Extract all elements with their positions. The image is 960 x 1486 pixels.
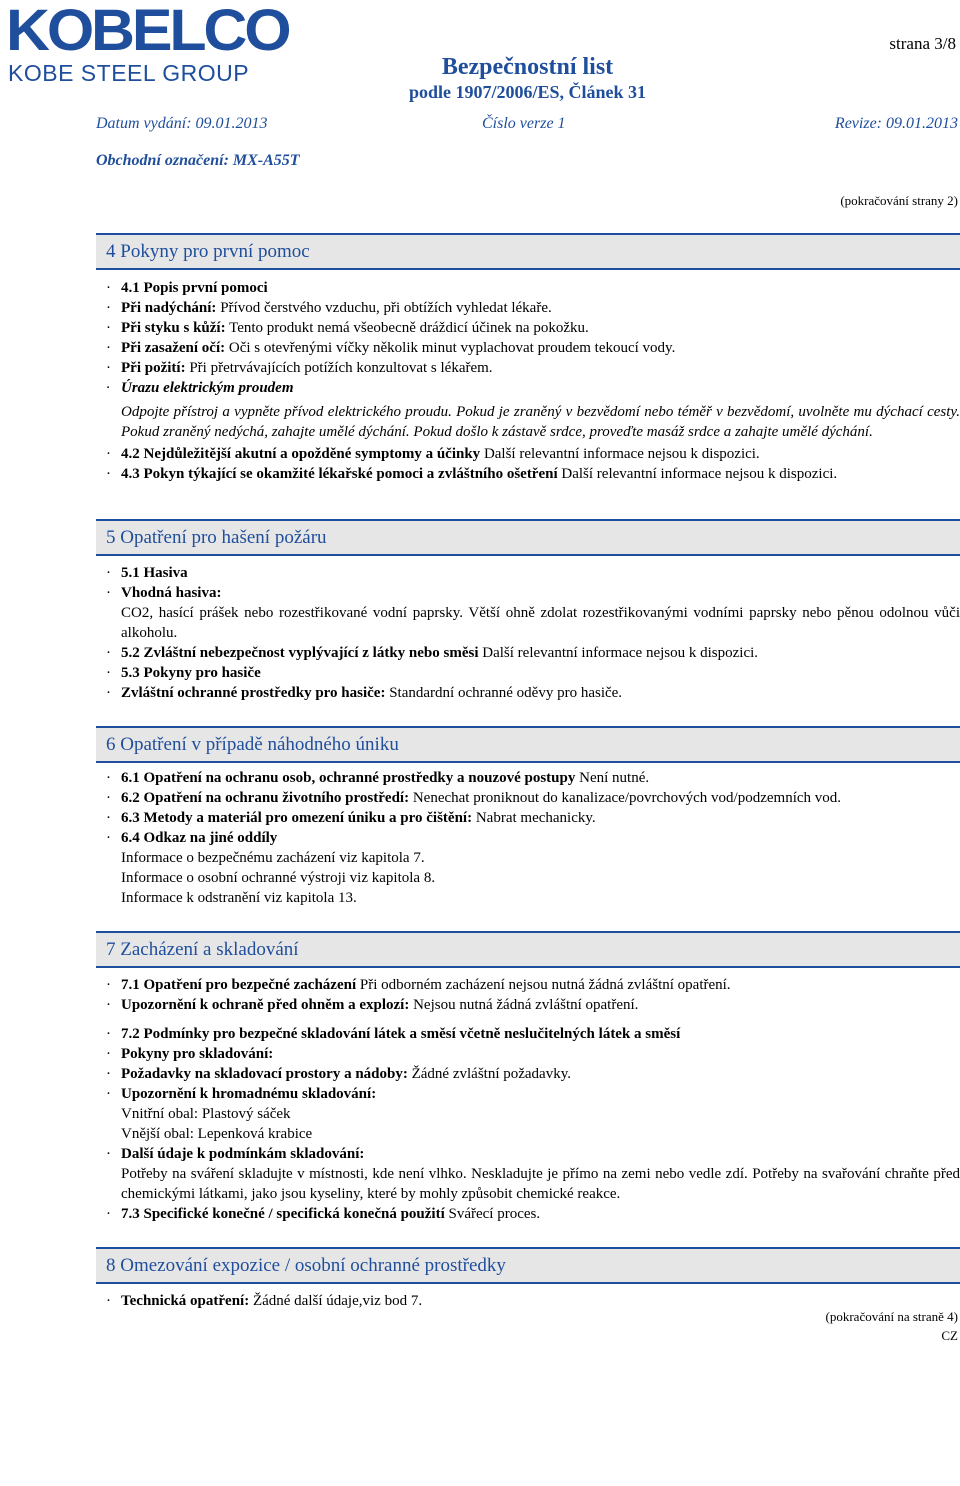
list-item: · 7.1 Opatření pro bezpečné zacházení Při odborném zacházení nejsou nutná žádná zvláštní opatření. (106, 977, 731, 993)
revision-date: Revize: 09.01.2013 (834, 115, 958, 132)
list-item: · 5.3 Pokyny pro hasiče (106, 665, 261, 681)
document-title: Bezpečnostní list (441, 54, 614, 80)
list-item: · 6.4 Odkaz na jiné oddíly (106, 830, 278, 846)
list-item: · Upozornění k ochraně před ohněm a explozí: Nejsou nutná žádná zvláštní opatření. (106, 997, 639, 1013)
list-item: · 6.2 Opatření na ochranu životního prostředí: Nenechat proniknout do kanalizace/povrchových vod/podzemních vod. (106, 790, 842, 806)
list-item: · 7.3 Specifické konečné / specifická konečná použití Svářecí proces. (106, 1206, 541, 1222)
paragraph: Potřeby na sváření skladujte v místnosti, kde není vlhko. Neskladujte je přímo na zemi nebo vedle zdí. Potřeby na svařování chraňte před chemickými látkami, jako jsou kyseliny, které by mohly způsobit chemické reakce. (121, 1166, 960, 1202)
list-item: · Při nadýchání: Přívod čerstvého vzduchu, při obtížích vyhledat lékaře. (106, 300, 552, 316)
paragraph: Vnější obal: Lepenková krabice (121, 1126, 313, 1142)
list-item: · Technická opatření: Žádné další údaje,viz bod 7. (106, 1293, 423, 1309)
section-7-content (106, 975, 960, 1224)
paragraph: Informace o osobní ochranné výstroji viz kapitola 8. (121, 870, 436, 886)
section-7-header: 7 Zacházení a skladování (96, 931, 960, 968)
list-item: · 4.1 Popis první pomoci (106, 280, 268, 296)
list-item: · Vhodná hasiva: (106, 585, 222, 601)
section-6-header: 6 Opatření v případě náhodného úniku (96, 726, 960, 763)
list-item: · Zvláštní ochranné prostředky pro hasiče: Standardní ochranné oděvy pro hasiče. (106, 685, 623, 701)
paragraph: Informace o bezpečnému zacházení viz kapitola 7. (121, 850, 425, 866)
list-item: · Pokyny pro skladování: (106, 1046, 274, 1062)
section-5-header: 5 Opatření pro hašení požáru (96, 519, 960, 556)
list-item: · 7.2 Podmínky pro bezpečné skladování látek a směsí včetně neslučitelných látek a směsí (106, 1026, 681, 1042)
section-8-content (106, 1291, 960, 1311)
list-item: · 6.1 Opatření na ochranu osob, ochranné prostředky a nouzové postupy Není nutné. (106, 770, 650, 786)
list-item: · Požadavky na skladovací prostory a nádoby: Žádné zvláštní požadavky. (106, 1066, 571, 1082)
language-code: CZ (941, 1328, 958, 1343)
list-item: · Další údaje k podmínkám skladování: (106, 1146, 365, 1162)
section-4-header: 4 Pokyny pro první pomoc (96, 233, 960, 270)
logo-main-text: KOBELCO (6, 0, 289, 63)
issue-date: Datum vydání: 09.01.2013 (96, 115, 268, 132)
section-5-content (106, 563, 960, 703)
list-item: · Úrazu elektrickým proudem (106, 380, 294, 396)
document-subtitle: podle 1907/2006/ES, Článek 31 (408, 82, 647, 102)
continued-from: (pokračování strany 2) (840, 193, 958, 208)
list-item: · 4.2 Nejdůležitější akutní a opožděné symptomy a účinky Další relevantní informace nejsou k dispozici. (106, 446, 760, 462)
list-item: · 5.1 Hasiva (106, 565, 188, 581)
paragraph: Vnitřní obal: Plastový sáček (121, 1106, 291, 1122)
list-item: · Upozornění k hromadnému skladování: (106, 1086, 377, 1102)
section-8-header: 8 Omezování expozice / osobní ochranné prostředky (96, 1247, 960, 1284)
list-item: · Při zasažení očí: Oči s otevřenými víčky několik minut vyplachovat proudem tekoucí vody. (106, 340, 676, 356)
paragraph: CO2, hasící prášek nebo rozestřikované vodní paprsky. Větší ohně zdolat rozestřikovanými vodními paprsky nebo pěnou odolnou vůči alkoholu. (121, 605, 960, 641)
version-number: Číslo verze 1 (482, 115, 566, 132)
trade-name: Obchodní označení: MX-A55T (96, 152, 300, 169)
section-4-content (106, 278, 960, 484)
list-item: · Při styku s kůží: Tento produkt nemá všeobecně dráždicí účinek na pokožku. (106, 320, 589, 336)
section-6-content (106, 768, 960, 908)
list-item: · 6.3 Metody a materiál pro omezení úniku a pro čištění: Nabrat mechanicky. (106, 810, 596, 826)
logo-sub-text: KOBE STEEL GROUP (8, 60, 250, 86)
paragraph: Odpojte přístroj a vypněte přívod elektrického proudu. Pokud je zraněný v bezvědomí nebo téměř v bezvědomí, uvolněte mu dýchací cesty. Pokud zraněný nedýchá, zahajte umělé dýchání. Pokud došlo k zástavě srdce, proveďte masáž srdce a zahajte umělé dýchání. (121, 404, 960, 440)
list-item: · 4.3 Pokyn týkající se okamžité lékařské pomoci a zvláštního ošetření Další relevantní informace nejsou k dispozici. (106, 466, 838, 482)
continued-to: (pokračování na straně 4) (825, 1309, 958, 1324)
list-item: · Při požití: Při přetrvávajících potížích konzultovat s lékařem. (106, 360, 493, 376)
page-number: strana 3/8 (889, 34, 956, 53)
paragraph: Informace k odstranění viz kapitola 13. (121, 890, 357, 906)
list-item: · 5.2 Zvláštní nebezpečnost vyplývající z látky nebo směsi Další relevantní informace nejsou k dispozici. (106, 645, 759, 661)
